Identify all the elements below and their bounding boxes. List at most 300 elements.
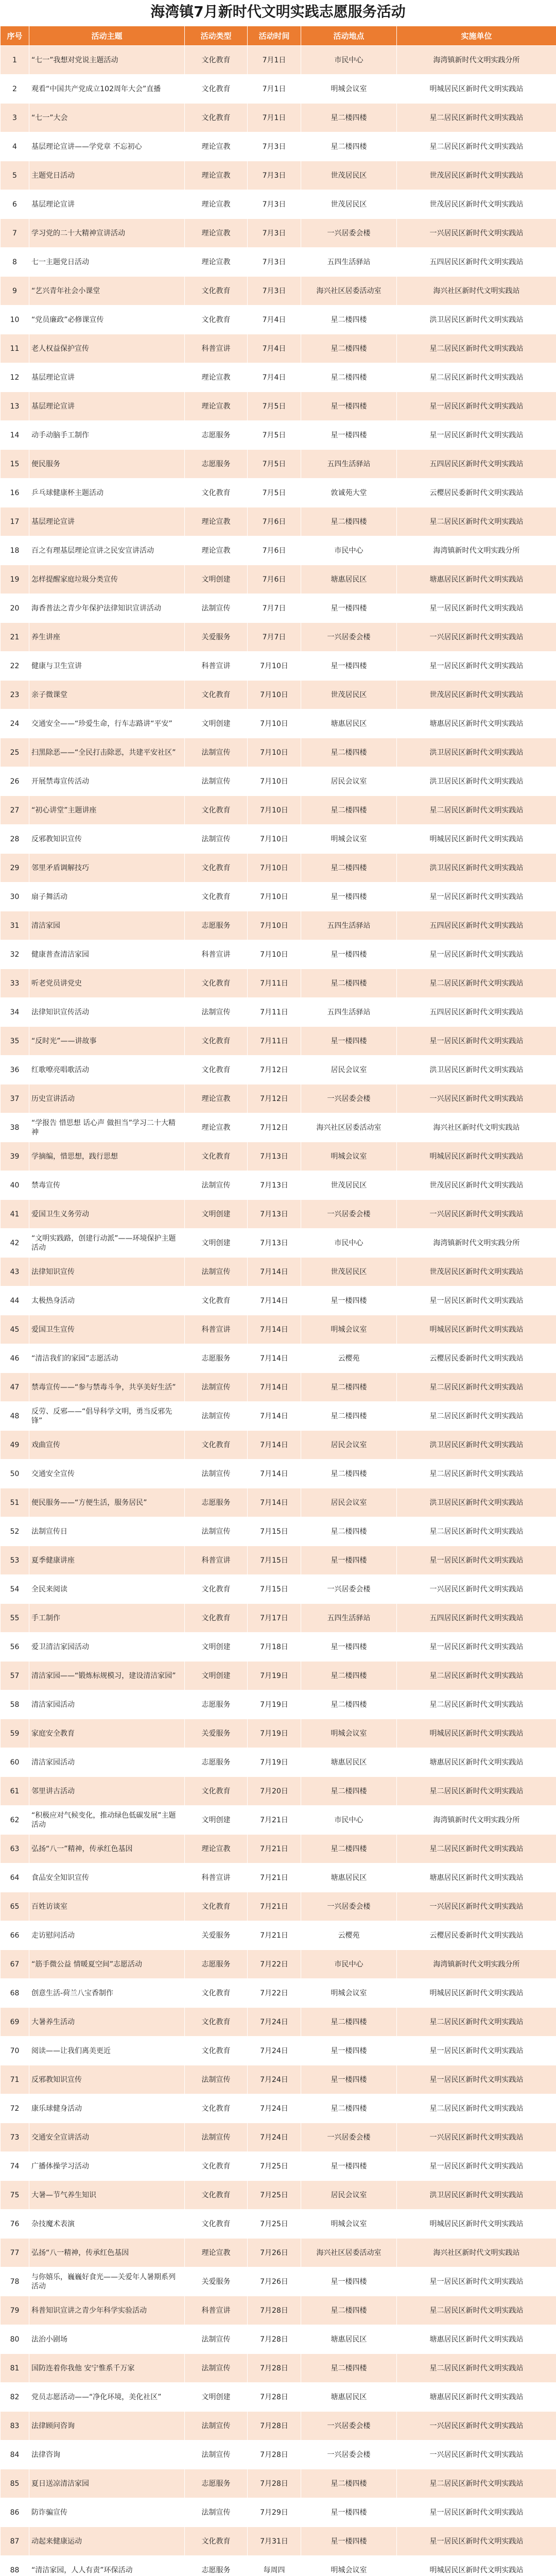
organizer: 星二居民区新时代文明实践站 [397, 334, 556, 363]
activity-type: 志愿服务 [185, 1950, 248, 1979]
row-index: 19 [1, 565, 29, 594]
row-index: 72 [1, 2094, 29, 2123]
header-organizer: 实施单位 [397, 26, 556, 46]
activity-location: 世茂居民区 [301, 161, 397, 190]
activity-location: 一兴居委会楼 [301, 1575, 397, 1604]
table-row [1, 306, 556, 334]
table-row [1, 2123, 556, 2152]
activity-location: 星一楼四楼 [301, 1546, 397, 1575]
organizer: 海湾镇新时代文明实践分所 [397, 46, 556, 75]
activity-location: 星二楼四楼 [301, 2008, 397, 2037]
activity-location: 星二楼四楼 [301, 738, 397, 767]
row-index: 16 [1, 479, 29, 507]
activity-topic: “党员廉政”必修课宣传 [29, 306, 185, 334]
activity-date: 7月17日 [248, 1604, 301, 1633]
header-location: 活动地点 [301, 26, 397, 46]
activity-type: 文化教育 [185, 75, 248, 104]
table-row [1, 161, 556, 190]
table-row [1, 1979, 556, 2008]
organizer: 明城居民区新时代文明实践站 [397, 2556, 556, 2576]
activity-type: 文化教育 [185, 1979, 248, 2008]
activity-location: 海兴社区居委活动室 [301, 2239, 397, 2267]
activity-date: 7月21日 [248, 1835, 301, 1863]
activity-date: 7月7日 [248, 594, 301, 623]
activity-date: 7月15日 [248, 1517, 301, 1546]
activity-date: 7月21日 [248, 1806, 301, 1835]
activity-date: 7月11日 [248, 998, 301, 1027]
activity-topic: 红歌嘹亮唱歌活动 [29, 1056, 185, 1084]
table-row [1, 1286, 556, 1315]
table-row [1, 1662, 556, 1690]
activity-date: 7月11日 [248, 969, 301, 998]
organizer: 海兴社区新时代文明实践站 [397, 277, 556, 306]
organizer: 星二居民区新时代文明实践站 [397, 1662, 556, 1690]
table-row [1, 940, 556, 969]
activity-type: 科普宣讲 [185, 1315, 248, 1344]
activity-location: 星二楼四楼 [301, 507, 397, 536]
table-row [1, 1171, 556, 1200]
activity-date: 7月22日 [248, 1950, 301, 1979]
activity-topic: 法律顾问咨询 [29, 2412, 185, 2441]
activity-date: 7月3日 [248, 248, 301, 277]
organizer: 星二居民区新时代文明实践站 [397, 132, 556, 161]
activity-location: 五四生活驿站 [301, 911, 397, 940]
activity-type: 科普宣讲 [185, 1546, 248, 1575]
activity-topic: 弘扬“八一”精神，传承红色基因 [29, 1835, 185, 1863]
activity-location: 星二楼四楼 [301, 1662, 397, 1690]
header-topic: 活动主题 [29, 26, 185, 46]
activity-topic: 邻里讲古活动 [29, 1777, 185, 1806]
row-index: 40 [1, 1171, 29, 1200]
row-index: 23 [1, 681, 29, 709]
organizer: 星一居民区新时代文明实践站 [397, 883, 556, 911]
activity-topic: 法律咨询 [29, 2441, 185, 2469]
row-index: 3 [1, 104, 29, 132]
row-index: 84 [1, 2441, 29, 2469]
table-row [1, 1633, 556, 1662]
activity-location: 星一楼四楼 [301, 421, 397, 450]
activity-location: 市民中心 [301, 46, 397, 75]
organizer: 洪卫居民区新时代文明实践站 [397, 738, 556, 767]
organizer: 一兴居民区新时代文明实践站 [397, 2441, 556, 2469]
activity-location: 敦诚苑大堂 [301, 479, 397, 507]
row-index: 81 [1, 2354, 29, 2383]
organizer: 一兴居民区新时代文明实践站 [397, 219, 556, 248]
activity-date: 7月14日 [248, 1488, 301, 1517]
row-index: 5 [1, 161, 29, 190]
activity-date: 7月24日 [248, 2094, 301, 2123]
activity-type: 关爱服务 [185, 2267, 248, 2296]
organizer: 洪卫居民区新时代文明实践站 [397, 306, 556, 334]
organizer: 塘惠居民区新时代文明实践站 [397, 709, 556, 738]
activity-type: 法制宣传 [185, 825, 248, 854]
activity-type: 法制宣传 [185, 1373, 248, 1402]
table-row [1, 2498, 556, 2527]
organizer: 星二居民区新时代文明实践站 [397, 1373, 556, 1402]
activity-type: 志愿服务 [185, 2469, 248, 2498]
activity-date: 7月6日 [248, 565, 301, 594]
table-row [1, 1690, 556, 1719]
row-index: 73 [1, 2123, 29, 2152]
activity-topic: 国防连着你我他 安宁惟系千万家 [29, 2354, 185, 2383]
organizer: 星一居民区新时代文明实践站 [397, 392, 556, 421]
row-index: 10 [1, 306, 29, 334]
activity-type: 文化教育 [185, 46, 248, 75]
organizer: 五四居民区新时代文明实践站 [397, 450, 556, 479]
activity-date: 7月10日 [248, 796, 301, 825]
activity-date: 7月5日 [248, 479, 301, 507]
activity-location: 星二楼四楼 [301, 1690, 397, 1719]
activity-location: 一兴居委会楼 [301, 219, 397, 248]
activity-location: 塘惠居民区 [301, 1748, 397, 1777]
activity-location: 塘惠居民区 [301, 709, 397, 738]
table-row [1, 2008, 556, 2037]
activity-location: 一兴居委会楼 [301, 2412, 397, 2441]
row-index: 27 [1, 796, 29, 825]
table-row [1, 911, 556, 940]
activity-type: 文化教育 [185, 1286, 248, 1315]
activity-topic: 老人权益保护宣传 [29, 334, 185, 363]
table-header-row [1, 26, 556, 46]
row-index: 88 [1, 2556, 29, 2576]
activity-type: 理论宣教 [185, 219, 248, 248]
activity-type: 文化教育 [185, 2210, 248, 2239]
table-row [1, 1748, 556, 1777]
table-row [1, 1777, 556, 1806]
activity-topic: 百之有理基层理论宣讲之民安宣讲活动 [29, 536, 185, 565]
activity-date: 7月6日 [248, 536, 301, 565]
organizer: 星二居民区新时代文明实践站 [397, 2296, 556, 2325]
activity-type: 理论宣教 [185, 1084, 248, 1113]
table-row [1, 1517, 556, 1546]
activity-date: 7月10日 [248, 738, 301, 767]
activity-topic: 反劳、反邪——“倡导科学文明，勇当反邪先锋” [29, 1402, 185, 1431]
table-row [1, 421, 556, 450]
activity-date: 7月10日 [248, 883, 301, 911]
table-row [1, 1258, 556, 1286]
activity-topic: 清洁家园活动 [29, 1748, 185, 1777]
organizer: 世茂居民区新时代文明实践站 [397, 190, 556, 219]
organizer: 明城居民区新时代文明实践站 [397, 825, 556, 854]
activity-date: 7月28日 [248, 2441, 301, 2469]
activity-topic: “文明实践路，创建行动派”——环境保护主题活动 [29, 1229, 185, 1258]
organizer: 一兴居民区新时代文明实践站 [397, 1200, 556, 1229]
activity-topic: 夏季健康讲座 [29, 1546, 185, 1575]
table-row [1, 277, 556, 306]
organizer: 洪卫居民区新时代文明实践站 [397, 854, 556, 883]
activity-topic: 爱国卫生义务劳动 [29, 1200, 185, 1229]
organizer: 世茂居民区新时代文明实践站 [397, 161, 556, 190]
activity-date: 7月22日 [248, 1979, 301, 2008]
activity-topic: “反时光”——讲故事 [29, 1027, 185, 1056]
row-index: 49 [1, 1431, 29, 1460]
table-row [1, 2065, 556, 2094]
row-index: 43 [1, 1258, 29, 1286]
table-row [1, 2556, 556, 2576]
activity-type: 文化教育 [185, 796, 248, 825]
row-index: 1 [1, 46, 29, 75]
organizer: 洪卫居民区新时代文明实践站 [397, 1488, 556, 1517]
table-row [1, 2383, 556, 2412]
activity-topic: 清洁家园 [29, 911, 185, 940]
activity-location: 一兴居委会楼 [301, 2441, 397, 2469]
table-row [1, 46, 556, 75]
activity-type: 文明创建 [185, 1633, 248, 1662]
activity-location: 云樱苑 [301, 1921, 397, 1950]
table-row [1, 1546, 556, 1575]
activity-date: 7月13日 [248, 1142, 301, 1171]
organizer: 星二居民区新时代文明实践站 [397, 2354, 556, 2383]
activity-type: 文化教育 [185, 1892, 248, 1921]
row-index: 78 [1, 2267, 29, 2296]
row-index: 55 [1, 1604, 29, 1633]
row-index: 18 [1, 536, 29, 565]
row-index: 25 [1, 738, 29, 767]
row-index: 83 [1, 2412, 29, 2441]
activity-date: 7月3日 [248, 190, 301, 219]
activity-topic: 太极热身活动 [29, 1286, 185, 1315]
activity-topic: 爱国卫生宣传 [29, 1315, 185, 1344]
activity-location: 一兴居委会楼 [301, 1892, 397, 1921]
row-index: 42 [1, 1229, 29, 1258]
activity-location: 居民会议室 [301, 1488, 397, 1517]
activity-type: 志愿服务 [185, 1344, 248, 1373]
activity-date: 7月14日 [248, 1344, 301, 1373]
activity-topic: 清洁家园——“锻炼标规模习，建设清洁家园” [29, 1662, 185, 1690]
activity-location: 星二楼四楼 [301, 334, 397, 363]
organizer: 一兴居民区新时代文明实践站 [397, 2412, 556, 2441]
activity-date: 7月14日 [248, 1258, 301, 1286]
activity-topic: 爱卫清洁家园活动 [29, 1633, 185, 1662]
activity-date: 7月14日 [248, 1286, 301, 1315]
table-row [1, 796, 556, 825]
activity-topic: 基层理论宣讲——学党章 不忘初心 [29, 132, 185, 161]
table-row [1, 2441, 556, 2469]
activity-topic: 扫黑除恶——“全民打击除恶，共建平安社区” [29, 738, 185, 767]
organizer: 海湾镇新时代文明实践分所 [397, 1950, 556, 1979]
organizer: 洪卫居民区新时代文明实践站 [397, 1056, 556, 1084]
row-index: 30 [1, 883, 29, 911]
row-index: 34 [1, 998, 29, 1027]
activity-date: 7月10日 [248, 940, 301, 969]
table-row [1, 1344, 556, 1373]
organizer: 世茂居民区新时代文明实践站 [397, 681, 556, 709]
organizer: 星一居民区新时代文明实践站 [397, 940, 556, 969]
activity-topic: “初心讲堂”主题讲座 [29, 796, 185, 825]
activity-topic: 创意生活-荷兰八宝香制作 [29, 1979, 185, 2008]
row-index: 82 [1, 2383, 29, 2412]
activity-location: 世茂居民区 [301, 1258, 397, 1286]
activity-type: 科普宣讲 [185, 1863, 248, 1892]
activity-topic: 法律知识宣传活动 [29, 998, 185, 1027]
organizer: 星二居民区新时代文明实践站 [397, 1777, 556, 1806]
row-index: 37 [1, 1084, 29, 1113]
table-row [1, 2469, 556, 2498]
activity-topic: 学摘编，惜思想，践行思想 [29, 1142, 185, 1171]
activity-date: 7月14日 [248, 1315, 301, 1344]
activity-type: 法制宣传 [185, 738, 248, 767]
table-row [1, 248, 556, 277]
organizer: 星二居民区新时代文明实践站 [397, 1402, 556, 1431]
activity-type: 法制宣传 [185, 2441, 248, 2469]
activity-location: 一兴居委会楼 [301, 1200, 397, 1229]
organizer: 云樱居民委新时代文明实践站 [397, 1921, 556, 1950]
activity-topic: 主题党日活动 [29, 161, 185, 190]
row-index: 87 [1, 2527, 29, 2556]
organizer: 塘惠居民区新时代文明实践站 [397, 2325, 556, 2354]
activity-location: 星二楼四楼 [301, 796, 397, 825]
activity-location: 明城会议室 [301, 1719, 397, 1748]
activity-date: 7月3日 [248, 219, 301, 248]
organizer: 星一居民区新时代文明实践站 [397, 1546, 556, 1575]
row-index: 65 [1, 1892, 29, 1921]
activity-topic: 禁毒宣传——“参与禁毒斗争，共享美好生活” [29, 1373, 185, 1402]
table-row [1, 1027, 556, 1056]
activity-date: 7月25日 [248, 2210, 301, 2239]
activity-location: 星二楼四楼 [301, 1517, 397, 1546]
activity-topic: 动起来健康运动 [29, 2527, 185, 2556]
activity-type: 科普宣讲 [185, 940, 248, 969]
activity-date: 7月5日 [248, 450, 301, 479]
activity-type: 法制宣传 [185, 767, 248, 796]
activity-location: 明城会议室 [301, 1979, 397, 2008]
activity-date: 7月25日 [248, 2181, 301, 2210]
organizer: 星一居民区新时代文明实践站 [397, 2152, 556, 2181]
activity-type: 志愿服务 [185, 911, 248, 940]
activity-date: 7月15日 [248, 1546, 301, 1575]
row-index: 77 [1, 2239, 29, 2267]
row-index: 60 [1, 1748, 29, 1777]
table-row [1, 1431, 556, 1460]
table-row [1, 219, 556, 248]
table-row [1, 1835, 556, 1863]
table-row [1, 2239, 556, 2267]
organizer: 一兴居民区新时代文明实践站 [397, 1084, 556, 1113]
activity-date: 7月28日 [248, 2296, 301, 2325]
activity-date: 7月19日 [248, 1719, 301, 1748]
activity-date: 7月13日 [248, 1229, 301, 1258]
organizer: 一兴居民区新时代文明实践站 [397, 1892, 556, 1921]
organizer: 星一居民区新时代文明实践站 [397, 1027, 556, 1056]
activity-date: 每周四 [248, 2556, 301, 2576]
activity-type: 法制宣传 [185, 2325, 248, 2354]
organizer: 塘惠居民区新时代文明实践站 [397, 565, 556, 594]
activity-location: 星二楼四楼 [301, 132, 397, 161]
activity-type: 文明创建 [185, 1806, 248, 1835]
organizer: 星一居民区新时代文明实践站 [397, 2527, 556, 2556]
activity-date: 7月1日 [248, 75, 301, 104]
activity-type: 关爱服务 [185, 1719, 248, 1748]
activity-date: 7月18日 [248, 1633, 301, 1662]
row-index: 70 [1, 2037, 29, 2065]
activity-topic: 交通安全宣传 [29, 1460, 185, 1488]
activity-date: 7月1日 [248, 104, 301, 132]
organizer: 海湾镇新时代文明实践分所 [397, 1229, 556, 1258]
activity-type: 文化教育 [185, 2094, 248, 2123]
activity-location: 星一楼四楼 [301, 2267, 397, 2296]
table-body [1, 46, 556, 2576]
activity-type: 文明创建 [185, 565, 248, 594]
activity-type: 文明创建 [185, 2383, 248, 2412]
row-index: 45 [1, 1315, 29, 1344]
activity-type: 志愿服务 [185, 1690, 248, 1719]
table-row [1, 883, 556, 911]
row-index: 11 [1, 334, 29, 363]
organizer: 一兴居民区新时代文明实践站 [397, 1575, 556, 1604]
activity-type: 理论宣教 [185, 363, 248, 392]
activity-date: 7月28日 [248, 2354, 301, 2383]
activity-topic: 家庭安全教育 [29, 1719, 185, 1748]
activity-date: 7月19日 [248, 1748, 301, 1777]
table-row [1, 1315, 556, 1344]
organizer: 明城居民区新时代文明实践站 [397, 1979, 556, 2008]
organizer: 星一居民区新时代文明实践站 [397, 2037, 556, 2065]
table-row [1, 2354, 556, 2383]
organizer: 星一居民区新时代文明实践站 [397, 594, 556, 623]
activity-date: 7月5日 [248, 421, 301, 450]
activity-type: 法制宣传 [185, 1258, 248, 1286]
activity-type: 理论宣教 [185, 392, 248, 421]
row-index: 63 [1, 1835, 29, 1863]
activity-location: 塘惠居民区 [301, 565, 397, 594]
activity-topic: 怎样提醒家庭垃圾分类宣传 [29, 565, 185, 594]
organizer: 星一居民区新时代文明实践站 [397, 652, 556, 681]
activity-topic: 基层理论宣讲 [29, 363, 185, 392]
activity-location: 星二楼四楼 [301, 306, 397, 334]
activity-date: 7月3日 [248, 132, 301, 161]
page-title: 海湾镇7月新时代文明实践志愿服务活动 [150, 3, 406, 20]
row-index: 35 [1, 1027, 29, 1056]
activity-topic: 学习党的二十大精神宣讲活动 [29, 219, 185, 248]
activity-type: 文化教育 [185, 1056, 248, 1084]
organizer: 云樱居民委新时代文明实践站 [397, 479, 556, 507]
organizer: 一兴居民区新时代文明实践站 [397, 623, 556, 652]
activity-location: 星二楼四楼 [301, 1777, 397, 1806]
activity-topic: 夏日送凉清洁家园 [29, 2469, 185, 2498]
activity-location: 世茂居民区 [301, 190, 397, 219]
activity-type: 理论宣教 [185, 132, 248, 161]
activity-topic: 科普知识宣讲之青少年科学实验活动 [29, 2296, 185, 2325]
activity-date: 7月20日 [248, 1777, 301, 1806]
activity-topic: 基层理论宣讲 [29, 507, 185, 536]
organizer: 海湾镇新时代文明实践分所 [397, 536, 556, 565]
activity-location: 市民中心 [301, 536, 397, 565]
table-row [1, 2325, 556, 2354]
row-index: 28 [1, 825, 29, 854]
activity-topic: 开展禁毒宣传活动 [29, 767, 185, 796]
activity-topic: 戏曲宣传 [29, 1431, 185, 1460]
table-row [1, 2210, 556, 2239]
activity-date: 7月24日 [248, 2037, 301, 2065]
row-index: 13 [1, 392, 29, 421]
activity-location: 星二楼四楼 [301, 2469, 397, 2498]
activity-date: 7月12日 [248, 1056, 301, 1084]
row-index: 33 [1, 969, 29, 998]
activity-type: 文化教育 [185, 1777, 248, 1806]
organizer: 星一居民区新时代文明实践站 [397, 2065, 556, 2094]
activity-type: 理论宣教 [185, 536, 248, 565]
activity-location: 星一楼四楼 [301, 1633, 397, 1662]
activity-date: 7月14日 [248, 1460, 301, 1488]
activity-date: 7月19日 [248, 1662, 301, 1690]
activity-location: 明城会议室 [301, 2210, 397, 2239]
row-index: 17 [1, 507, 29, 536]
table-row [1, 2296, 556, 2325]
table-row [1, 2267, 556, 2296]
activity-date: 7月14日 [248, 1431, 301, 1460]
activity-location: 市民中心 [301, 1950, 397, 1979]
activity-topic: 动手动脑手工制作 [29, 421, 185, 450]
